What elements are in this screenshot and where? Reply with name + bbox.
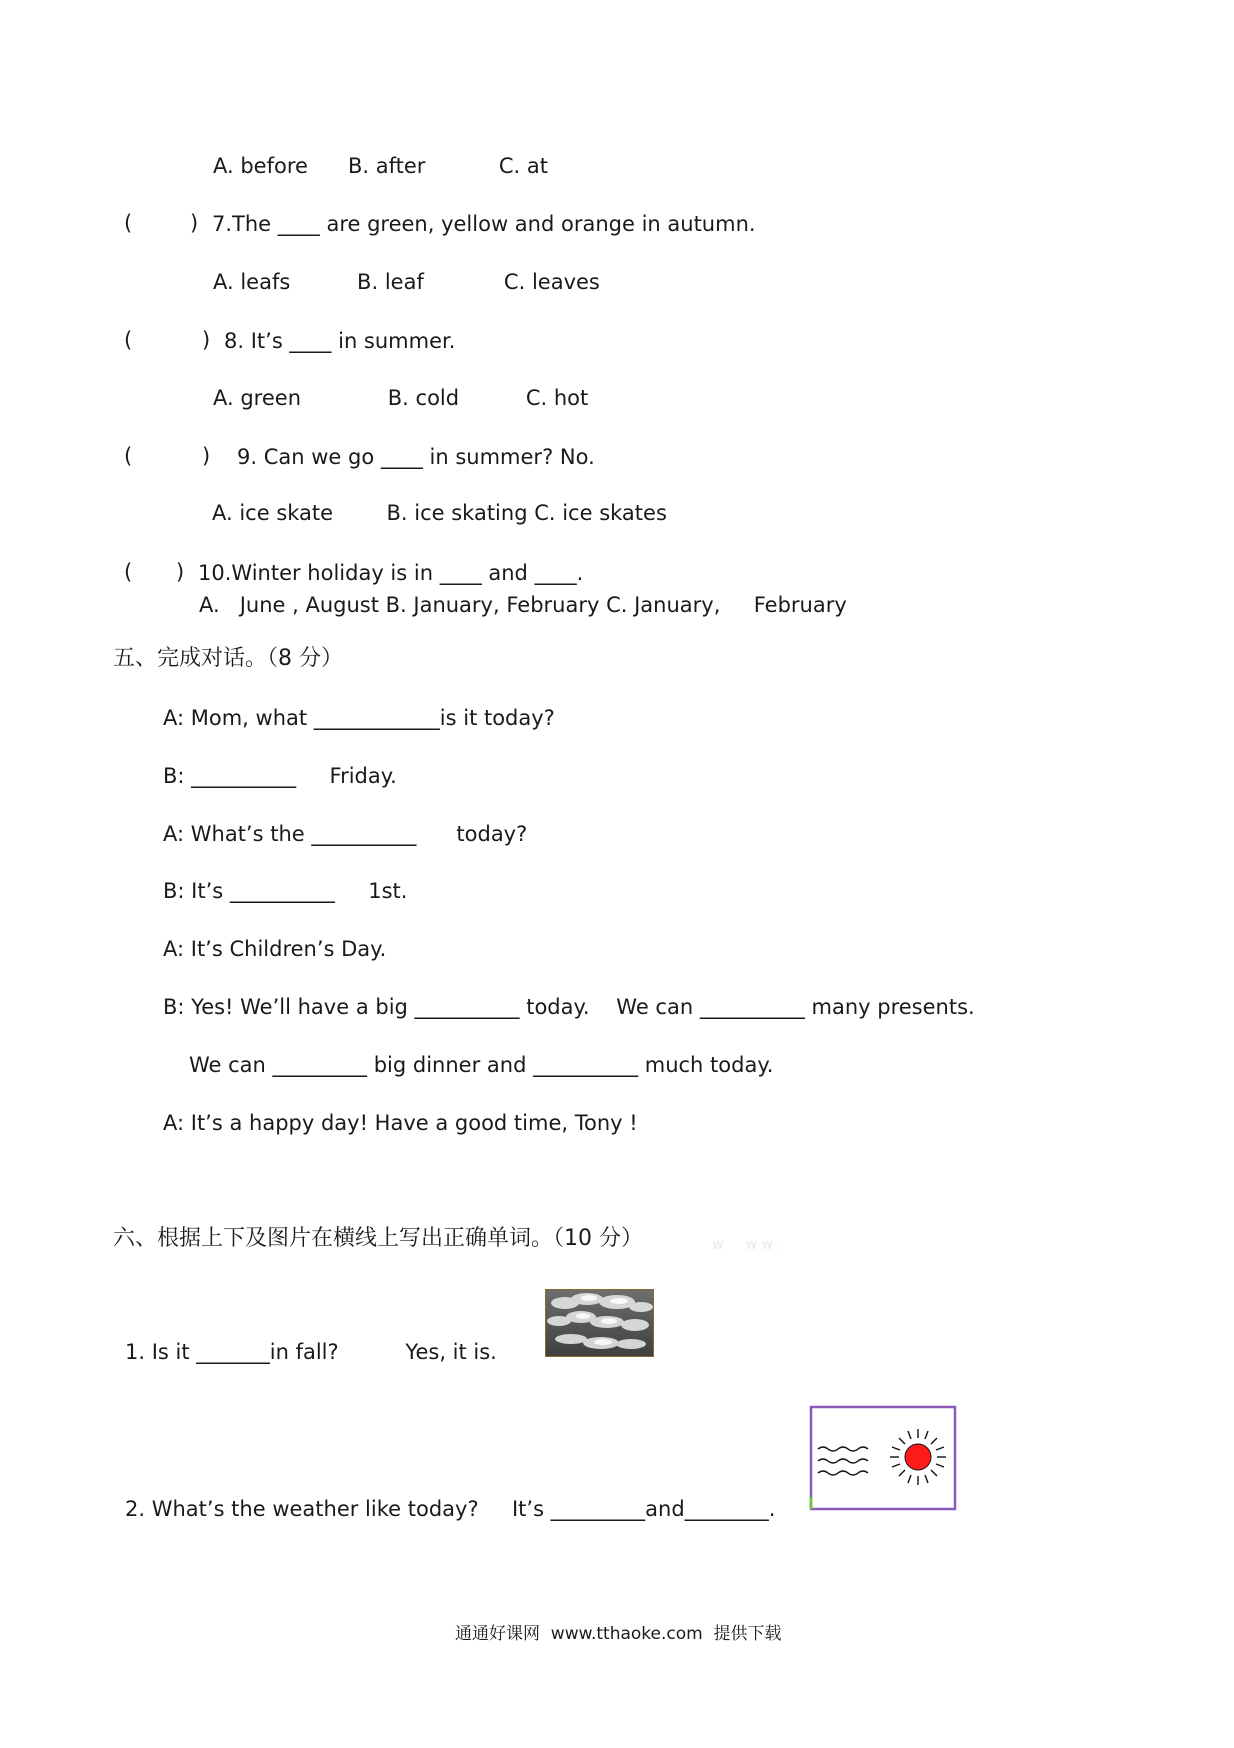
q8-answer-paren-close: )	[202, 328, 211, 352]
q8-options: A. green B. cold C. hot	[213, 386, 589, 410]
wind-and-sun-icon	[808, 1405, 958, 1512]
dialogue-line: B: Yes! We’ll have a big __________ today. We can __________ many presents.	[163, 995, 975, 1019]
dialogue-line: A: It’s a happy day! Have a good time, Tony !	[163, 1111, 638, 1135]
q9-options: A. ice skate B. ice skating C. ice skates	[212, 501, 667, 525]
windy-sunny-picture	[808, 1405, 958, 1512]
dialogue-line: A: It’s Children’s Day.	[163, 937, 387, 961]
q10-answer-paren-open: (	[124, 560, 133, 584]
q10-options: A. June , August B. January, February C. January, February	[199, 593, 847, 617]
section5-heading: 五、完成对话。（8 分）	[113, 646, 343, 671]
dialogue-line: B: It’s __________ 1st.	[163, 879, 408, 903]
section6-q1: 1. Is it _______in fall? Yes, it is.	[125, 1340, 497, 1364]
q7-stem: 7.The ____ are green, yellow and orange in autumn.	[212, 212, 756, 236]
section6-heading: 六、根据上下及图片在横线上写出正确单词。（10 分）	[113, 1226, 643, 1251]
watermark-text: w w w .	[712, 1237, 782, 1253]
cloudy-sky-picture	[545, 1289, 654, 1357]
dialogue-line: A: What’s the __________ today?	[163, 822, 528, 846]
q10-answer-paren-close: )	[176, 560, 185, 584]
dialogue-line: We can _________ big dinner and __________ much today.	[189, 1053, 774, 1077]
q9-answer-paren-open: (	[124, 444, 133, 468]
q7-answer-paren-close: )	[190, 211, 199, 235]
q8-answer-paren-open: (	[124, 328, 133, 352]
q6-options: A. before B. after C. at	[213, 154, 548, 178]
q7-answer-paren-open: (	[124, 211, 133, 235]
q10-stem: 10.Winter holiday is in ____ and ____.	[198, 561, 584, 585]
section6-q2: 2. What’s the weather like today? It’s _________and________.	[125, 1497, 776, 1521]
q7-options: A. leafs B. leaf C. leaves	[213, 270, 600, 294]
cloud-icon	[545, 1289, 654, 1357]
q9-answer-paren-close: )	[202, 444, 211, 468]
q8-stem: 8. It’s ____ in summer.	[224, 329, 456, 353]
q9-stem: 9. Can we go ____ in summer? No.	[237, 445, 595, 469]
dialogue-line: B: __________ Friday.	[163, 764, 397, 788]
footer-text: 通通好课网 www.tthaoke.com 提供下载	[455, 1624, 782, 1644]
dialogue-line: A: Mom, what ____________is it today?	[163, 706, 555, 730]
